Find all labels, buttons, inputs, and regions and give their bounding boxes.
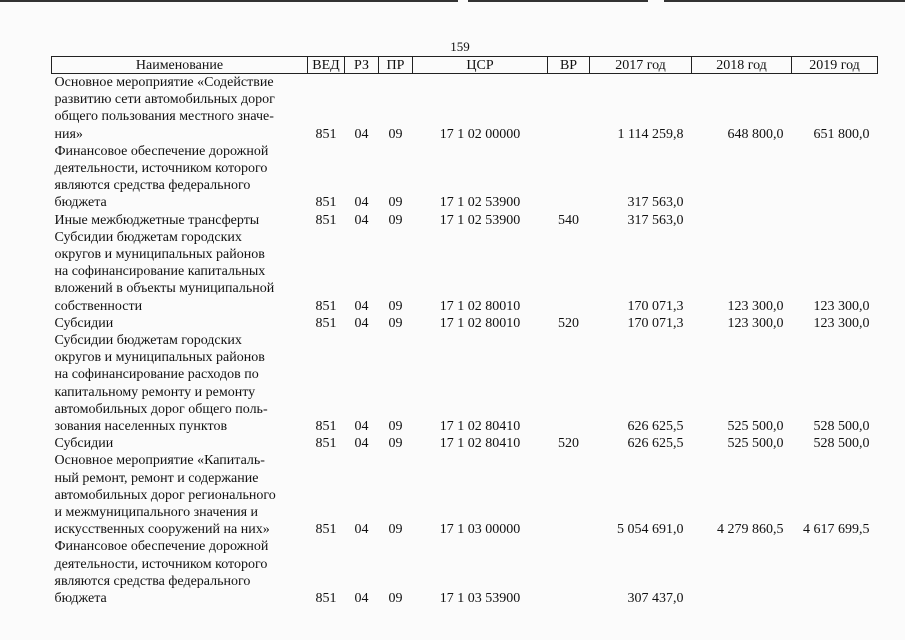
cell-pr: 09 xyxy=(388,126,403,142)
cell-vr xyxy=(548,332,590,435)
cell-2019 xyxy=(792,212,878,229)
cell-2017: 170 071,3 xyxy=(627,315,684,331)
name-line: общего пользования местного значе- xyxy=(54,109,274,125)
name-line: капитальному ремонту и ремонту xyxy=(54,384,256,400)
cell-pr: 09 xyxy=(388,315,403,331)
cell-name xyxy=(52,74,308,143)
table-row xyxy=(52,332,878,435)
cell-pr: 09 xyxy=(388,522,403,538)
header-csr: ЦСР xyxy=(413,57,548,74)
cell-csr: 17 1 02 53900 xyxy=(439,195,521,211)
name-line: Иные межбюджетные трансферты xyxy=(54,212,260,228)
cell-name xyxy=(52,538,308,607)
cell-pr: 09 xyxy=(388,212,403,228)
cell-csr: 17 1 03 00000 xyxy=(439,522,521,538)
name-line: ный ремонт, ремонт и содержание xyxy=(54,470,259,486)
cell-pr: 09 xyxy=(388,195,403,211)
name-line: округов и муниципальных районов xyxy=(54,247,265,263)
table-row xyxy=(52,212,878,229)
cell-ved: 851 xyxy=(315,195,337,211)
cell-rz: 04 xyxy=(354,195,369,211)
cell-2017: 5 054 691,0 xyxy=(617,522,684,538)
cell-2017: 626 625,5 xyxy=(627,419,684,435)
cell-2017: 317 563,0 xyxy=(627,212,684,228)
table-row xyxy=(52,452,878,538)
cell-name xyxy=(52,452,308,538)
header-2019: 2019 год xyxy=(792,57,878,74)
table-row xyxy=(52,74,878,143)
cell-2019: 123 300,0 xyxy=(813,315,870,331)
cell-name xyxy=(52,143,308,212)
cell-ved: 851 xyxy=(315,298,337,314)
cell-2019: 4 617 699,5 xyxy=(803,522,870,538)
header-pr: ПР xyxy=(379,57,413,74)
cell-2018 xyxy=(692,538,792,607)
table-row xyxy=(52,538,878,607)
cell-name xyxy=(52,315,308,332)
name-line: бюджета xyxy=(54,195,107,211)
cell-vr: 540 xyxy=(558,212,579,228)
name-line: округов и муниципальных районов xyxy=(54,350,265,366)
name-line: являются средства федерального xyxy=(54,573,251,589)
cell-name xyxy=(52,332,308,435)
top-border-line xyxy=(0,0,905,2)
name-line: собственности xyxy=(54,298,143,314)
cell-2018 xyxy=(692,212,792,229)
header-2018: 2018 год xyxy=(692,57,792,74)
header-ved: ВЕД xyxy=(308,57,345,74)
cell-2017: 317 563,0 xyxy=(627,195,684,211)
cell-2019: 528 500,0 xyxy=(813,436,870,452)
table-row xyxy=(52,435,878,452)
cell-vr xyxy=(548,229,590,315)
cell-csr: 17 1 02 00000 xyxy=(439,126,521,142)
cell-rz: 04 xyxy=(354,522,369,538)
name-line: Субсидии бюджетам городских xyxy=(54,229,242,245)
cell-2019 xyxy=(792,538,878,607)
name-line: бюджета xyxy=(54,591,107,607)
cell-vr xyxy=(548,538,590,607)
name-line: и межмуниципального значения и xyxy=(54,505,258,521)
name-line: Субсидии xyxy=(54,436,114,452)
cell-2018: 525 500,0 xyxy=(727,419,784,435)
cell-csr: 17 1 02 80010 xyxy=(439,315,521,331)
cell-2019: 528 500,0 xyxy=(813,419,870,435)
cell-vr xyxy=(548,452,590,538)
cell-ved: 851 xyxy=(315,212,337,228)
table-header-row xyxy=(52,57,878,74)
name-line: Основное мероприятие «Капиталь- xyxy=(54,453,265,469)
name-line: развитию сети автомобильных дорог xyxy=(54,92,275,108)
cell-ved: 851 xyxy=(315,419,337,435)
table-row xyxy=(52,143,878,212)
header-name: Наименование xyxy=(52,57,308,74)
cell-rz: 04 xyxy=(354,212,369,228)
cell-ved: 851 xyxy=(315,315,337,331)
name-line: Субсидии xyxy=(54,315,114,331)
name-line: искусственных сооружений на них» xyxy=(54,522,270,538)
cell-2018: 525 500,0 xyxy=(727,436,784,452)
cell-2017: 1 114 259,8 xyxy=(617,126,684,142)
cell-pr: 09 xyxy=(388,298,403,314)
cell-rz: 04 xyxy=(354,436,369,452)
cell-2017: 626 625,5 xyxy=(627,436,684,452)
cell-rz: 04 xyxy=(354,315,369,331)
cell-name xyxy=(52,212,308,229)
cell-ved: 851 xyxy=(315,126,337,142)
top-border-gap xyxy=(648,0,664,2)
cell-2018: 123 300,0 xyxy=(727,298,784,314)
cell-vr xyxy=(548,74,590,143)
cell-2019: 123 300,0 xyxy=(813,298,870,314)
cell-csr: 17 1 02 53900 xyxy=(439,212,521,228)
cell-2018: 4 279 860,5 xyxy=(717,522,784,538)
name-line: являются средства федерального xyxy=(54,178,251,194)
cell-ved: 851 xyxy=(315,436,337,452)
cell-csr: 17 1 03 53900 xyxy=(439,591,521,607)
name-line: Финансовое обеспечение дорожной xyxy=(54,539,269,555)
name-line: автомобильных дорог общего поль- xyxy=(54,401,268,417)
name-line: Основное мероприятие «Содействие xyxy=(54,75,274,90)
cell-2017: 170 071,3 xyxy=(627,298,684,314)
top-border-gap xyxy=(458,0,468,2)
name-line: ния» xyxy=(54,126,83,142)
cell-rz: 04 xyxy=(354,126,369,142)
cell-name xyxy=(52,229,308,315)
cell-pr: 09 xyxy=(388,591,403,607)
table-row xyxy=(52,229,878,315)
table-body xyxy=(52,74,878,608)
cell-vr: 520 xyxy=(558,315,579,331)
name-line: на софинансирование капитальных xyxy=(54,264,266,280)
budget-table xyxy=(51,56,878,607)
cell-2019 xyxy=(792,143,878,212)
cell-2017: 307 437,0 xyxy=(627,591,684,607)
name-line: вложений в объекты муниципальной xyxy=(54,281,275,297)
cell-rz: 04 xyxy=(354,419,369,435)
cell-rz: 04 xyxy=(354,298,369,314)
name-line: автомобильных дорог регионального xyxy=(54,487,276,503)
cell-ved: 851 xyxy=(315,591,337,607)
header-2017: 2017 год xyxy=(590,57,692,74)
cell-pr: 09 xyxy=(388,436,403,452)
cell-csr: 17 1 02 80410 xyxy=(439,436,521,452)
header-vr: ВР xyxy=(548,57,590,74)
name-line: на софинансирование расходов по xyxy=(54,367,259,383)
cell-2019: 651 800,0 xyxy=(813,126,870,142)
name-line: зования населенных пунктов xyxy=(54,419,228,435)
name-line: деятельности, источником которого xyxy=(54,161,268,177)
cell-2018 xyxy=(692,143,792,212)
table-row xyxy=(52,315,878,332)
cell-2018: 123 300,0 xyxy=(727,315,784,331)
page-number: 159 xyxy=(450,39,470,54)
cell-2018: 648 800,0 xyxy=(727,126,784,142)
header-rz: РЗ xyxy=(345,57,379,74)
cell-rz: 04 xyxy=(354,591,369,607)
cell-name xyxy=(52,435,308,452)
name-line: деятельности, источником которого xyxy=(54,556,268,572)
cell-pr: 09 xyxy=(388,419,403,435)
name-line: Субсидии бюджетам городских xyxy=(54,333,242,349)
cell-csr: 17 1 02 80010 xyxy=(439,298,521,314)
cell-vr: 520 xyxy=(558,436,579,452)
cell-vr xyxy=(548,143,590,212)
cell-csr: 17 1 02 80410 xyxy=(439,419,521,435)
name-line: Финансовое обеспечение дорожной xyxy=(54,143,269,159)
cell-ved: 851 xyxy=(315,522,337,538)
